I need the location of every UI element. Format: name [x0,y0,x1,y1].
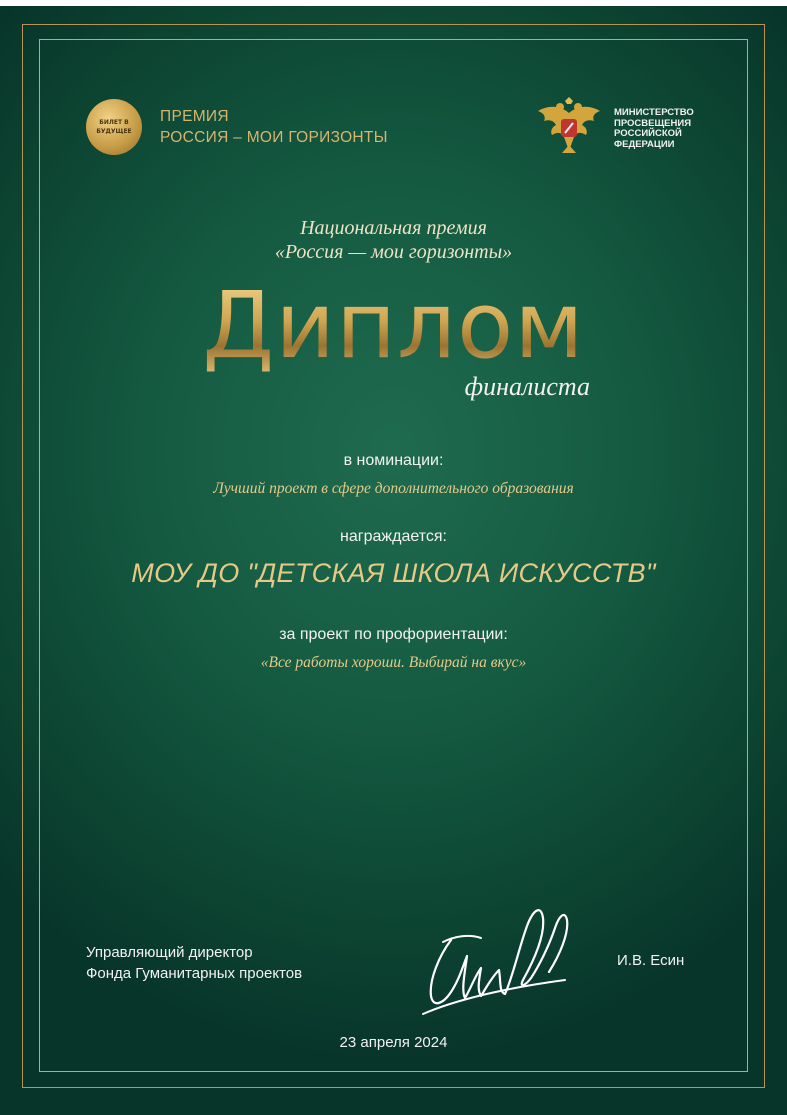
ministry-logo-line3: РОССИЙСКОЙ [614,128,682,139]
diploma-title: Диплом [0,276,787,376]
premium-logo-text [160,106,388,148]
signatory-name: И.В. Есин [617,952,685,969]
inner-frame [39,39,748,1072]
premium-logo-line1: ПРЕМИЯ [160,108,229,125]
award-label: награждается: [340,528,447,545]
ministry-logo-line4: ФЕДЕРАЦИИ [614,138,675,150]
signatory-role-line1: Управляющий директор [86,944,253,961]
premium-logo [86,96,406,158]
nomination-label: в номинации: [343,452,444,469]
project-value: «Все работы хороши. Выбирай на вкус» [260,654,527,671]
award-subtitle-line1: Национальная премия [300,217,487,239]
award-subtitle-line2: «Россия — мои горизонты» [274,241,513,263]
signature-icon [415,896,575,1026]
nomination-value: Лучший проект в сфере дополнительного образования [213,480,574,497]
award-subtitle [0,216,787,264]
diploma-sheet [0,6,787,1115]
medal-text-line1: БИЛЕТ В [99,119,129,126]
ministry-logo-line2: ПРОСВЕЩЕНИЯ [614,117,692,129]
premium-logo-line2: РОССИЯ – МОИ ГОРИЗОНТЫ [160,129,388,146]
medal-text-line2: БУДУЩЕЕ [96,128,132,135]
awardee-name: МОУ ДО "ДЕТСКАЯ ШКОЛА ИСКУССТВ" [131,558,656,588]
ministry-logo [532,94,732,164]
ministry-logo-text [614,108,694,150]
double-headed-eagle-emblem-icon [532,97,606,161]
project-label: за проект по профориентации: [279,626,508,643]
ministry-logo-line1: МИНИСТЕРСТВО [614,107,694,118]
signatory-role-line2: Фонда Гуманитарных проектов [86,965,303,982]
medal-logo-icon [86,99,142,155]
diploma-subtitle: финалиста [464,372,590,401]
issue-date: 23 апреля 2024 [339,1034,448,1051]
signatory-role [86,942,302,984]
